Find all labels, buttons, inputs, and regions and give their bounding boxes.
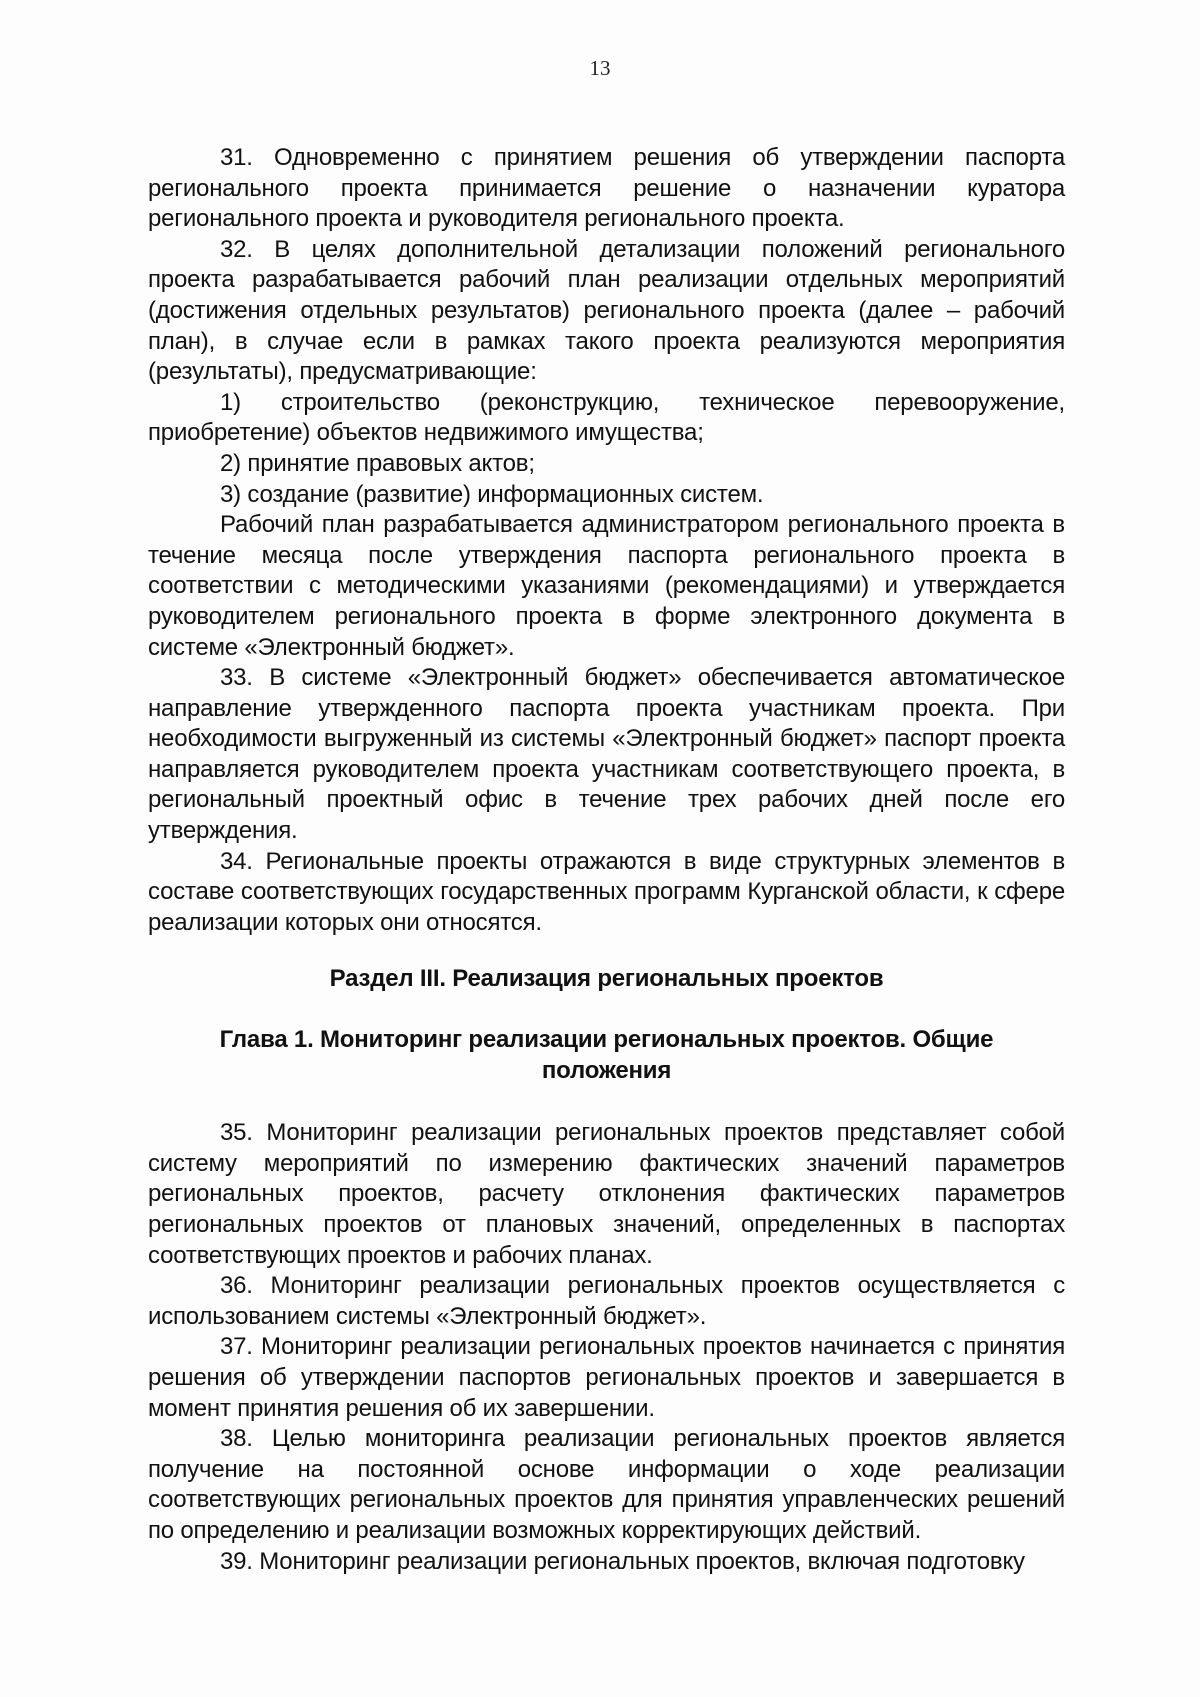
paragraph-34: 34. Региональные проекты отражаются в виде структурных элементов в составе соответствующих государственных программ Курганской области, к сфере реализации которых они относятся. [148,847,1065,936]
paragraph-38: 38. Целью мониторинга реализации региональных проектов является получение на постоянной основе информации о ходе реализации соответствующих региональных проектов для принятия управленческих решений по определению и реализации возможных корректирующих действий. [148,1425,1065,1544]
paragraph-36: 36. Мониторинг реализации региональных проектов осуществляется с использованием системы «Электронный бюджет». [148,1272,1065,1330]
list-item-1: 1) строительство (реконструкцию, техническое перевооружение, приобретение) объектов недвижимого имущества; [148,388,1065,447]
paragraph-39: 39. Мониторинг реализации региональных проектов, включая подготовку [220,1547,1025,1575]
paragraph-31: 31. Одновременно с принятием решения об утверждении паспорта регионального проекта принимается решение о назначении куратора регионального проекта и руководителя регионального проекта. [148,144,1065,233]
paragraph-33: 33. В системе «Электронный бюджет» обеспечивается автоматическое направление утвержденного паспорта проекта участникам проекта. При необходимости выгруженный из системы «Электронный бюджет» паспорт проекта направляется руководителем проекта участникам соответствующего проекта, в региональный проектный офис в течение трех рабочих дней после его утверждения. [148,664,1065,845]
section-heading: Раздел III. Реализация региональных проектов [329,965,884,993]
list-item-3: 3) создание (развитие) информационных систем. [220,480,764,508]
paragraph-32: 32. В целях дополнительной детализации положений регионального проекта разрабатывается рабочий план реализации отдельных мероприятий (достижения отдельных результатов) регионального проекта (далее – рабочий план), в случае если в рамках такого проекта реализуются мероприятия (результаты), предусматривающие: [148,235,1065,386]
paragraph-35: 35. Мониторинг реализации региональных проектов представляет собой систему мероприятий по измерению фактических значений параметров региональных проектов, расчету отклонения фактических параметров региональных проектов от плановых значений, определенных в паспортах соответствующих проектов и рабочих планах. [148,1119,1065,1269]
chapter-heading: Глава 1. Мониторинг реализации региональных проектов. Общие положения [219,1026,994,1084]
list-item-2: 2) принятие правовых актов; [220,449,535,477]
document-body [148,143,1065,1577]
paragraph-37: 37. Мониторинг реализации региональных проектов начинается с принятия решения об утверждении паспортов региональных проектов и завершается в момент принятия решения об их завершении. [148,1333,1065,1422]
page-number: 13 [589,56,611,80]
paragraph-work-plan: Рабочий план разрабатывается администратором регионального проекта в течение месяца после утверждения паспорта регионального проекта в соответствии с методическими указаниями (рекомендациями) и утверждается руководителем регионального проекта в форме электронного документа в системе «Электронный бюджет». [148,511,1065,661]
